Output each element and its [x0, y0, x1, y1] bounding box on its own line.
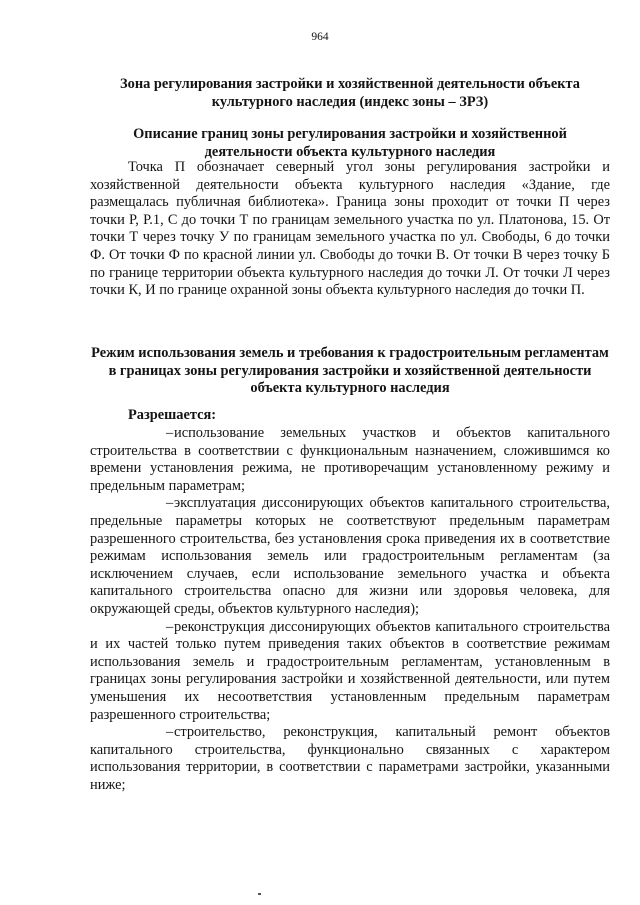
list-item: [90, 425, 610, 495]
list-item-text: эксплуатация диссонирующих объектов капитального строительства, предельные параметры которых не соответствуют предельным параметрам разрешенного строительства, без установления срока приведения их в соответствие режимам использования земель или градостроительным регламентам (за исключением случаев, если использование земельного участка и объекта капитального строительства опасно для жизни или здоровья человека, для окружающей среды, объектов культурного наследия);: [90, 495, 610, 617]
list-item-text: использование земельных участков и объектов капитального строительства в соответствии с функциональным назначением, сложившимся ко времени установления режима, не противоречащим установленному режиму и предельным параметрам;: [90, 425, 610, 494]
regime-heading: Режим использования земель и требования к градостроительным регламентам в границах зоны регулирования застройки и хозяйственной деятельности объекта культурного наследия: [91, 345, 609, 397]
dash-marker: –: [166, 618, 174, 635]
list-item: [90, 724, 610, 794]
boundary-paragraph: Точка П обозначает северный угол зоны регулирования застройки и хозяйственной деятельности объекта культурного наследия «Здание, где размещалась публичная библиотека». Граница зоны проходит от точки П через точки Р, Р.1, С до точки Т по границам земельного участка по ул. Платонова, 15. От точки Т через точку У по границам земельного участка по ул. Свободы, 6 до точки Ф. От точки Ф по красной линии ул. Свободы до точки В. От точки В через точку Б по границе территории объекта культурного наследия до точки Л. От точки Л через точки К, И по границе охранной зоны объекта культурного наследия до точки П.: [90, 159, 610, 299]
dash-marker: –: [166, 425, 174, 441]
allowed-list: [90, 425, 610, 794]
list-item: [90, 495, 610, 618]
dash-marker: –: [166, 724, 174, 741]
boundary-description: [90, 159, 610, 300]
scan-speck: [258, 893, 261, 895]
list-item: [90, 619, 610, 725]
page-number: 964: [311, 31, 329, 43]
boundary-heading: Описание границ зоны регулирования застройки и хозяйственной деятельности объекта культурного наследия: [133, 126, 567, 160]
list-item-text: реконструкция диссонирующих объектов капитального строительства и их частей только путем приведения таких объектов в соответствие режимам использования земель и градостроительным регламентам, установленным в границах зоны регулирования застройки и хозяйственной деятельности, или путем уменьшения их несоответствия установленным предельным параметрам разрешенного строительства;: [90, 618, 610, 723]
list-item-text: строительство, реконструкция, капитальный ремонт объектов капитального строительства, функционально связанных с характером использования территории, в соответствии с параметрами застройки, указанными ниже;: [90, 724, 610, 793]
allowed-label: Разрешается:: [128, 407, 217, 423]
zone-title: Зона регулирования застройки и хозяйственной деятельности объекта культурного наследия (индекс зоны – ЗРЗ): [120, 76, 580, 110]
dash-marker: –: [166, 495, 174, 512]
